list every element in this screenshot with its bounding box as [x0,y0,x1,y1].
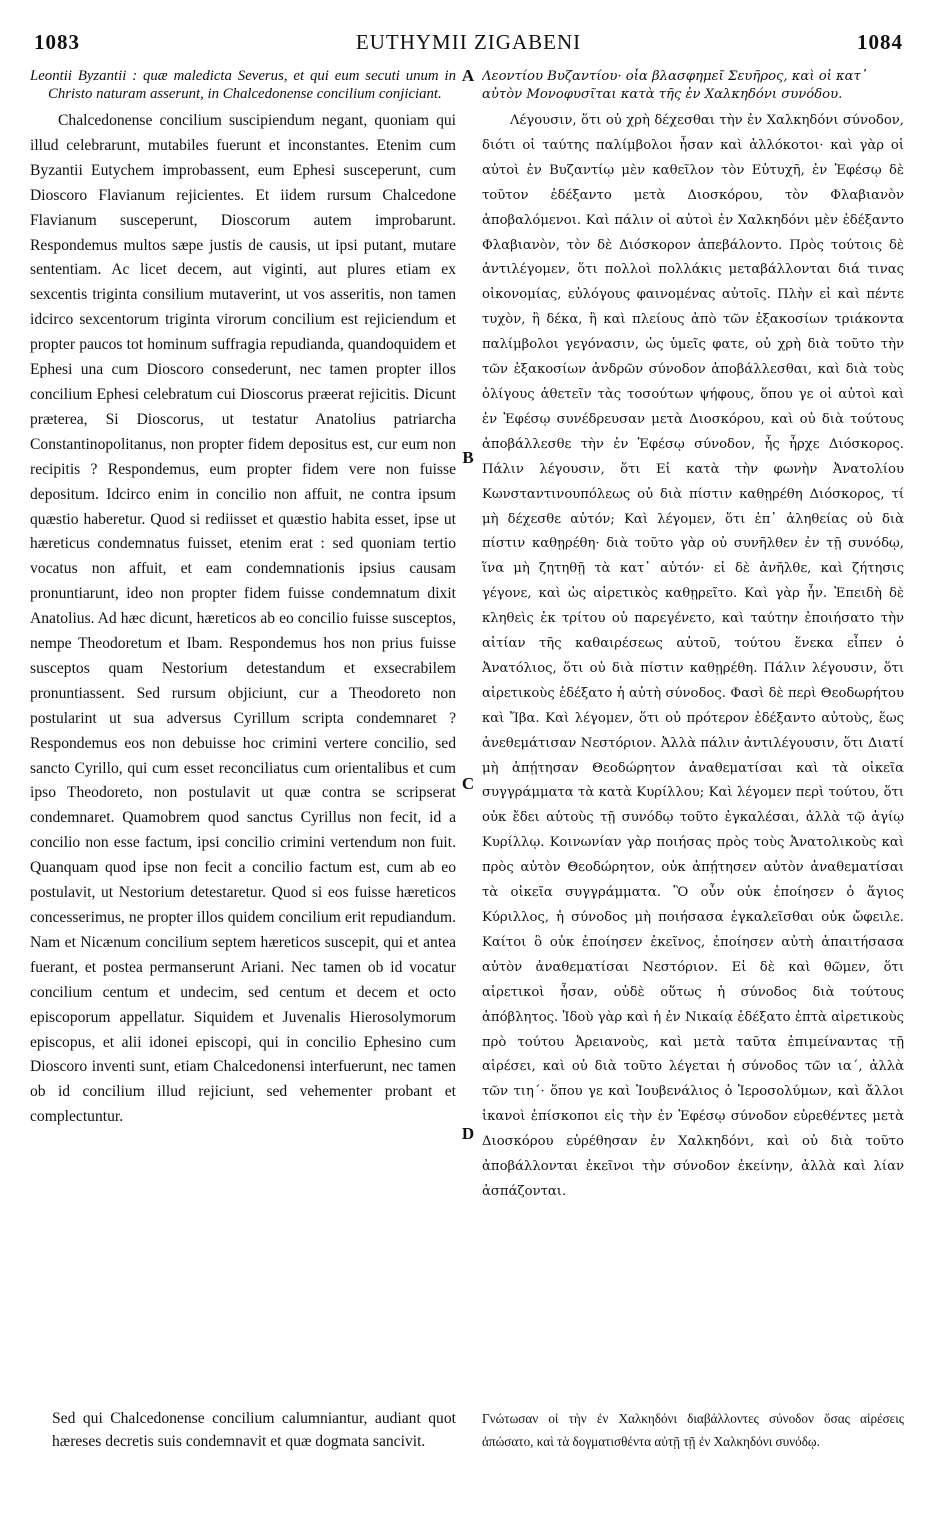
margin-marker-c: C [461,774,475,793]
page-number-left: 1083 [34,30,80,54]
page-number-right: 1084 [857,30,903,54]
running-header [34,30,903,62]
latin-closing-paragraph: Sed qui Chalcedonense concilium calumniantur, audiant quot hæreses decretis suis condemnavit et quæ dogmata sancivit. [52,1410,456,1450]
greek-column [482,68,904,1358]
latin-body-text: Chalcedonense concilium suscipiendum negant, quoniam qui illud celebrarunt, mutabiles fuerunt et inconstantes. Etenim cum Byzantii Eutychem improbassent, eum Ephesi susceperunt, cum Dioscoro Flavianum rejicientes. Et iidem rursum Chalcedone Flavianum susceperunt, Dioscorum autem improbarunt. Respondemus multos sæpe justis de causis, ut ipsi putant, mutare sententiam. Ac licet decem, aut viginti, aut plures etiam ex sexcentis triginta consilium mutaverint, ut vos asseritis, non tamen idcirco sexcentorum triginta virorum concilium est rejiciendum et propter paucos tot hominum suffragia repudianda, quandoquidem et Ephesi una cum Dioscoro consederunt, nec tamen propter illos concilium Ephesi celebratum cui Dioscorus præerat rejicitis. Dicunt præterea, Si Dioscorus, ut testatur Anatolius patriarcha Constantinopolitanus, non propter fidem depositus est, cur eum non recipitis ? Respondemus, eum propter fidem vere non fuisse depositum. Idcirco enim in concilio non affuit, ne contra ipsum quæstio haberetur. Quod si rediisset et quæstio habita esset, ipse ut hæreticus condemnatus fuisset, etenim erat : sed quoniam tertio vocatus non affuit, et eam condemnationis ipsius causam pronuntiarunt, ideo non propter fidem fuisse condemnatum dixit Anatolius. Ad hæc dicunt, hæreticos ab eo concilio fuisse susceptos, nempe Theodoretum et Ibam. Respondemus hos non prius fuisse susceptos quam Nestorium detestandum et exsecrabilem pronuntiassent. Sed rursum objiciunt, cur a Theodoreto non postularint ut sua adversus Cyrillum scripta condemnaret ? Respondemus eos non debuisse hoc crimini vertere concilio, sed sancto Cyrillo, qui cum esset reconciliatus cum orientalibus et cum ipso Theodoreto, non postulavit ut quæ contra se scripserat condemnaret. Quamobrem quod sanctus Cyrillus non fecit, id a concilio non esse factum, ipsi concilio crimini vertendum non fuit. Quanquam quod ipse non fecit a concilio factum est, cum ab eo postulavit, ut Nestorium detestaretur. Quod si eos fuisse hæreticos concesserimus, ne propter illos quidem concilium erit repudiandum. Nam et Nicænum concilium septem hæreticos suscepit, qui et antea fuerant, et postea permanserunt Ariani. Nec tamen ob id vocatur concilium centum et undecim, sed centum et decem et octo episcoporum appellatur. Siquidem et Juvenalis Hierosolymorum episcopus, et alii idonei episcopi, qui in concilio Ephesino cum Dioscoro inventi sunt, etiam Chalcedonensi interfuerunt, nec tamen ob id concilium illud rejiciunt, sed vehementer probant et complectuntur. [30,112,456,1126]
greek-caption: Λεοντίου Βυζαντίου· οἷα βλασφημεῖ Σευῆρος, καὶ οἱ κατ᾽ αὐτὸν Μονοφυσῖται κατὰ τῆς ἐν Χαλκηδόνι συνόδου. [482,69,868,102]
greek-closing-paragraph: Γνώτωσαν οἱ τὴν ἐν Χαλκηδόνι διαβάλλοντες σύνοδον ὅσας αἱρέσεις ἀπώσατο, καὶ τὰ δογματισθέντα αὐτῇ τῇ ἐν Χαλκηδόνι συνόδῳ. [482,1411,904,1449]
margin-marker-d: D [461,1124,475,1143]
margin-marker-a: A [461,66,475,85]
greek-body-text: Λέγουσιν, ὅτι οὐ χρὴ δέχεσθαι τὴν ἐν Χαλκηδόνι σύνοδον, διότι οἱ ταύτης παλίμβολοι ἦσαν καὶ ἀλλόκοτοι· καὶ γὰρ οἱ αὐτοὶ ἐν Βυζαντίῳ μὲν καθεῖλον τὸν Εὐτυχῆ, ἐν Ἐφέσῳ δὲ τοῦτον ἐδέξαντο μετὰ Διοσκόρου, τὸν Φλαβιανὸν ἀποβαλόμενοι. Καὶ πάλιν οἱ αὐτοὶ ἐν Χαλκηδόνι μὲν ἐδέξαντο Φλαβιανὸν, τὸν δὲ Διόσκορον ἀπεβάλοντο. Πρὸς τούτοις δὲ ἀντιλέγομεν, ὅτι πολλοὶ πολλάκις μεταβάλλονται διά τινας οἰκονομίας, εὐλόγους φαινομένας αὐτοῖς. Πλὴν εἰ καὶ πέντε τυχὸν, ἢ δέκα, ἢ καὶ πλείους ἀπὸ τῶν ἑξακοσίων τριάκοντα παλίμβολοι γεγόνασιν, ὡς ὑμεῖς φατε, οὐ χρὴ διὰ τοῦτο τὴν τῶν ἑξακοσίων ἀνδρῶν σύνοδον ἀποβάλλεσθαι, καὶ διὰ τοὺς ὀλίγους ἀθετεῖν τὰς τοσούτων ψήφους, ὅπου γε οἱ αὐτοὶ καὶ ἐν Ἐφέσῳ συνέδρευσαν μετὰ Διοσκόρου, καὶ οὐ διὰ τούτους ἀποβάλλεσθε τὴν ἐν Ἐφέσῳ σύνοδον, ἧς ἦρχε Διόσκορος. Πάλιν λέγουσιν, ὅτι Εἰ κατὰ τὴν φωνὴν Ἀνατολίου Κωνσταντινουπόλεως οὐ διὰ πίστιν καθῃρέθη Διόσκορος, τί μὴ δέχεσθε αὐτόν; Καὶ λέγομεν, ὅτι ἐπ᾽ ἀληθείας οὐ διὰ πίστιν καθῃρέθη· διὰ τοῦτο γὰρ οὐ συνῆλθεν ἐν τῇ συνόδῳ, ἵνα μὴ ζητηθῇ τὰ κατ᾽ αὐτόν· εἰ δὲ ἀνῆλθε, καὶ ζήτησις γέγονε, καὶ ὡς αἱρετικὸς καθῃρεῖτο. Καὶ γὰρ ἦν. Ἐπειδὴ δὲ κληθεὶς ἐκ τρίτου οὐ παρεγένετο, καὶ ταύτην ἐποιήσατο τὴν αἰτίαν τῆς καθαιρέσεως αὐτοῦ, τούτου ἕνεκα εἶπεν ὁ Ἀνατόλιος, ὅτι οὐ διὰ πίστιν καθῃρέθη. Πάλιν λέγουσιν, ὅτι αἱρετικοὺς ἐδέξατο ἡ αὐτὴ σύνοδος. Φασὶ δὲ περὶ Θεοδωρήτου καὶ Ἴβα. Καὶ λέγομεν, ὅτι οὐ πρότερον ἐδέξαντο αὐτοὺς, ἕως ἀνεθεμάτισαν Νεστόριον. Ἀλλὰ πάλιν ἀντιλέγουσιν, ὅτι Διατί μὴ ἀπῄτησαν Θεοδώρητον ἀναθεματίσαι καὶ τὰ οἰκεῖα συγγράμματα τὰ κατὰ Κυρίλλου; Καὶ λέγομεν περὶ τούτου, ὅτι οὐκ ἔδει αὐτοὺς τῇ συνόδῳ τοῦτο ἐγκαλέσαι, ἀλλὰ τῷ ἁγίῳ Κυρίλλῳ. Κοινωνίαν γὰρ ποιήσας πρὸς τοὺς Ἀνατολικοὺς καὶ πρὸς αὐτὸν Θεοδώρητον, οὐκ ἀπῄτησεν αὐτὸν ἀναθεματίσαι τὰ οἰκεῖα συγγράμματα. Ὃ οὖν οὐκ ἐποίησεν ὁ ἅγιος Κύριλλος, ἡ σύνοδος μὴ ποιήσασα ἐγκαλεῖσθαι οὐκ ὤφειλε. Καίτοι ὃ οὐκ ἐποίησεν ἐκεῖνος, ἐποίησεν αὐτὴ ἀπαιτήσασα αὐτὸν ἀναθεματίσαι Νεστόριον. Εἰ δὲ καὶ θῶμεν, ὅτι αἱρετικοὶ ἦσαν, οὐδὲ οὕτως ἡ σύνοδος διὰ τούτους ἀπόβλητος. Ἰδοὺ γὰρ καὶ ἡ ἐν Νικαίᾳ ἐδέξατο ἑπτὰ αἱρετικοὺς πρὸ τούτου Ἀρειανοὺς, καὶ μετὰ ταῦτα ἐπιμείναντας τῇ αἱρέσει, καὶ οὐ διὰ τοῦτο λέγεται ἡ σύνοδος τῶν ια´, ἀλλὰ τῶν τιη´· ὅπου γε καὶ Ἰουβενάλιος ὁ Ἱεροσολύμων, καὶ ἄλλοι ἱκανοὶ ἐπίσκοποι εἰς τὴν ἐν Ἐφέσῳ σύνοδον εὑρεθέντες μετὰ Διοσκόρου εὑρέθησαν ἐν Χαλκηδόνι, καὶ οὐ διὰ τοῦτο ἀποβάλλονται ἐκεῖνοι τὴν σύνοδον ἐκείνην, ἀλλὰ καὶ λίαν ἀσπάζονται. [482,113,904,1199]
latin-caption: Leontii Byzantii : quæ maledicta Severus, et qui eum secuti unum in Christo naturam asserunt, in Chalcedonense concilium conjiciant. [30,68,456,102]
latin-column [30,68,456,1386]
margin-marker-b: B [462,448,474,467]
running-title: EUTHYMII ZIGABENI [355,30,582,54]
